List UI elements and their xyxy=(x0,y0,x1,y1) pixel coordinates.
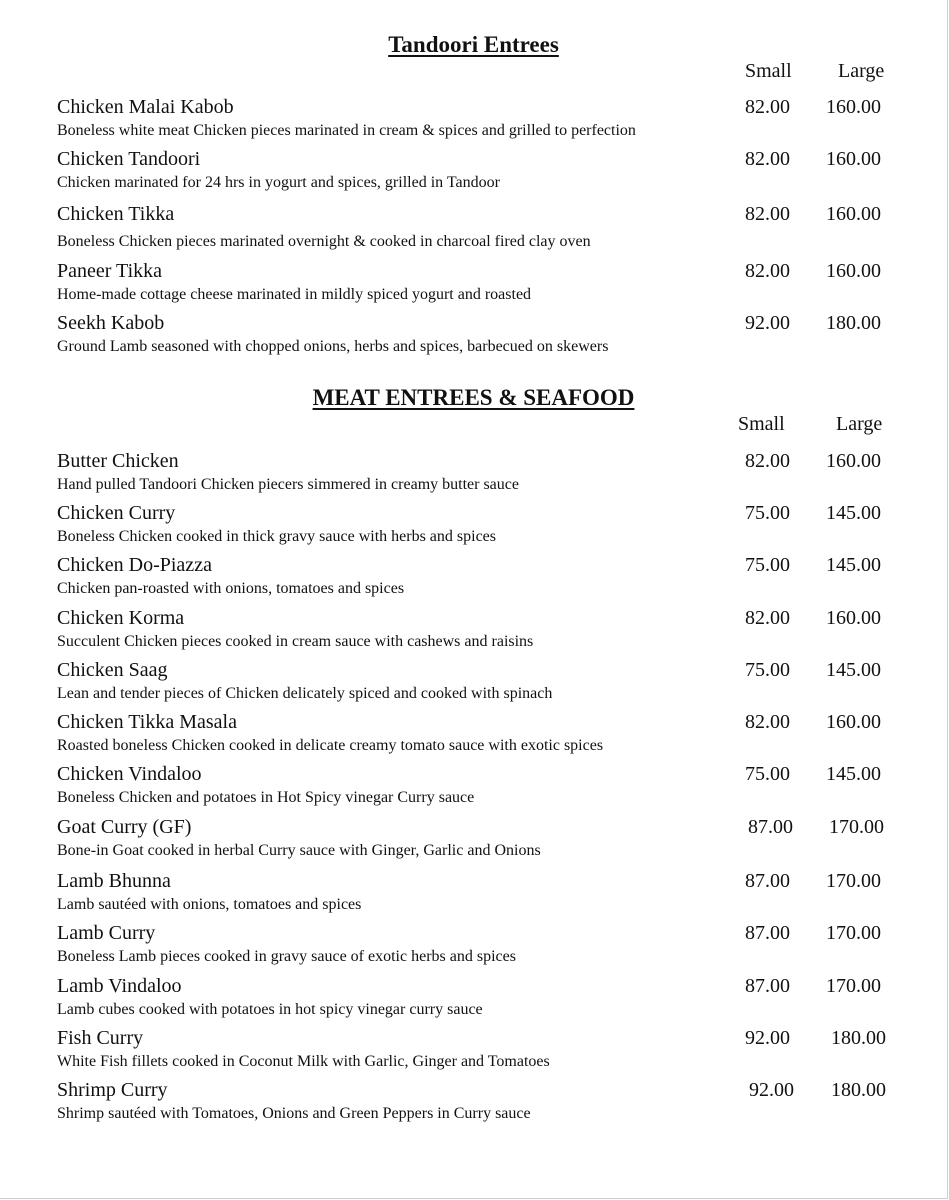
price-small: 82.00 xyxy=(745,711,790,733)
menu-item xyxy=(57,763,917,815)
menu-item xyxy=(57,450,917,502)
menu-item xyxy=(57,1027,917,1079)
price-large: 180.00 xyxy=(831,1079,886,1101)
menu-item xyxy=(57,96,917,148)
item-name: Fish Curry xyxy=(57,1027,144,1049)
price-large: 160.00 xyxy=(826,260,881,282)
item-name: Chicken Do-Piazza xyxy=(57,554,212,576)
item-name: Lamb Curry xyxy=(57,922,156,944)
item-description: Succulent Chicken pieces cooked in cream sauce with cashews and raisins xyxy=(57,633,534,650)
menu-item xyxy=(57,554,917,606)
menu-item xyxy=(57,659,917,711)
price-large: 160.00 xyxy=(826,450,881,472)
item-name: Chicken Tandoori xyxy=(57,148,201,170)
item-description: Boneless white meat Chicken pieces marinated in cream & spices and grilled to perfection xyxy=(57,122,636,139)
item-description: Boneless Chicken cooked in thick gravy sauce with herbs and spices xyxy=(57,528,496,545)
item-name: Lamb Vindaloo xyxy=(57,975,182,997)
price-large: 180.00 xyxy=(826,312,881,334)
menu-item xyxy=(57,870,917,922)
price-small: 82.00 xyxy=(745,203,790,225)
price-small: 87.00 xyxy=(745,975,790,997)
price-small: 92.00 xyxy=(745,312,790,334)
price-large: 160.00 xyxy=(826,203,881,225)
item-description: White Fish fillets cooked in Coconut Milk with Garlic, Ginger and Tomatoes xyxy=(57,1053,550,1070)
price-large: 160.00 xyxy=(826,607,881,629)
price-small: 82.00 xyxy=(745,96,790,118)
item-name: Goat Curry (GF) xyxy=(57,816,192,838)
column-header-large: Large xyxy=(838,60,885,82)
price-large: 145.00 xyxy=(826,502,881,524)
menu-item xyxy=(57,502,917,554)
item-description: Boneless Lamb pieces cooked in gravy sauce of exotic herbs and spices xyxy=(57,948,516,965)
menu-item xyxy=(57,203,917,255)
item-name: Chicken Korma xyxy=(57,607,185,629)
price-small: 75.00 xyxy=(745,763,790,785)
price-large: 170.00 xyxy=(826,975,881,997)
item-name: Chicken Curry xyxy=(57,502,176,524)
item-name: Chicken Tikka xyxy=(57,203,175,225)
menu-item xyxy=(57,1079,917,1131)
item-description: Bone-in Goat cooked in herbal Curry sauce with Ginger, Garlic and Onions xyxy=(57,842,541,859)
price-small: 92.00 xyxy=(745,1027,790,1049)
item-description: Boneless Chicken pieces marinated overnight & cooked in charcoal fired clay oven xyxy=(57,233,591,250)
price-large: 170.00 xyxy=(826,870,881,892)
price-large: 145.00 xyxy=(826,659,881,681)
column-header-small: Small xyxy=(738,413,785,435)
item-name: Chicken Malai Kabob xyxy=(57,96,234,118)
price-large: 170.00 xyxy=(826,922,881,944)
column-header-small: Small xyxy=(745,60,792,82)
price-small: 75.00 xyxy=(745,659,790,681)
menu-item xyxy=(57,922,917,974)
price-small: 75.00 xyxy=(745,554,790,576)
price-small: 87.00 xyxy=(745,922,790,944)
price-large: 160.00 xyxy=(826,148,881,170)
menu-item xyxy=(57,148,917,200)
section-title-meat-seafood: MEAT ENTREES & SEAFOOD xyxy=(312,385,635,410)
menu-item xyxy=(57,312,917,364)
item-description: Hand pulled Tandoori Chicken piecers simmered in creamy butter sauce xyxy=(57,476,519,493)
price-large: 160.00 xyxy=(826,96,881,118)
menu-item xyxy=(57,711,917,763)
price-large: 170.00 xyxy=(829,816,884,838)
item-description: Lamb sautéed with onions, tomatoes and spices xyxy=(57,896,362,913)
item-description: Lean and tender pieces of Chicken delicately spiced and cooked with spinach xyxy=(57,685,553,702)
item-description: Lamb cubes cooked with potatoes in hot spicy vinegar curry sauce xyxy=(57,1001,483,1018)
section-title-tandoori: Tandoori Entrees xyxy=(388,32,559,57)
price-large: 160.00 xyxy=(826,711,881,733)
price-small: 82.00 xyxy=(745,148,790,170)
item-name: Chicken Tikka Masala xyxy=(57,711,237,733)
item-name: Shrimp Curry xyxy=(57,1079,168,1101)
menu-item xyxy=(57,260,917,312)
column-header-large: Large xyxy=(836,413,883,435)
price-small: 82.00 xyxy=(745,450,790,472)
item-description: Shrimp sautéed with Tomatoes, Onions and Green Peppers in Curry sauce xyxy=(57,1105,531,1122)
price-large: 145.00 xyxy=(826,763,881,785)
price-small: 87.00 xyxy=(748,816,793,838)
item-name: Butter Chicken xyxy=(57,450,179,472)
item-name: Chicken Saag xyxy=(57,659,168,681)
price-large: 145.00 xyxy=(826,554,881,576)
menu-item xyxy=(57,607,917,659)
item-description: Ground Lamb seasoned with chopped onions, herbs and spices, barbecued on skewers xyxy=(57,338,609,355)
item-name: Lamb Bhunna xyxy=(57,870,171,892)
price-small: 82.00 xyxy=(745,260,790,282)
price-small: 92.00 xyxy=(749,1079,794,1101)
item-description: Roasted boneless Chicken cooked in delicate creamy tomato sauce with exotic spices xyxy=(57,737,604,754)
item-name: Seekh Kabob xyxy=(57,312,165,334)
price-large: 180.00 xyxy=(831,1027,886,1049)
price-small: 82.00 xyxy=(745,607,790,629)
menu-item xyxy=(57,975,917,1027)
item-description: Boneless Chicken and potatoes in Hot Spicy vinegar Curry sauce xyxy=(57,789,475,806)
menu-item xyxy=(57,816,917,868)
item-name: Paneer Tikka xyxy=(57,260,162,282)
price-small: 87.00 xyxy=(745,870,790,892)
price-small: 75.00 xyxy=(745,502,790,524)
item-description: Chicken marinated for 24 hrs in yogurt and spices, grilled in Tandoor xyxy=(57,174,500,191)
item-description: Chicken pan-roasted with onions, tomatoes and spices xyxy=(57,580,405,597)
item-name: Chicken Vindaloo xyxy=(57,763,202,785)
item-description: Home-made cottage cheese marinated in mildly spiced yogurt and roasted xyxy=(57,286,532,303)
